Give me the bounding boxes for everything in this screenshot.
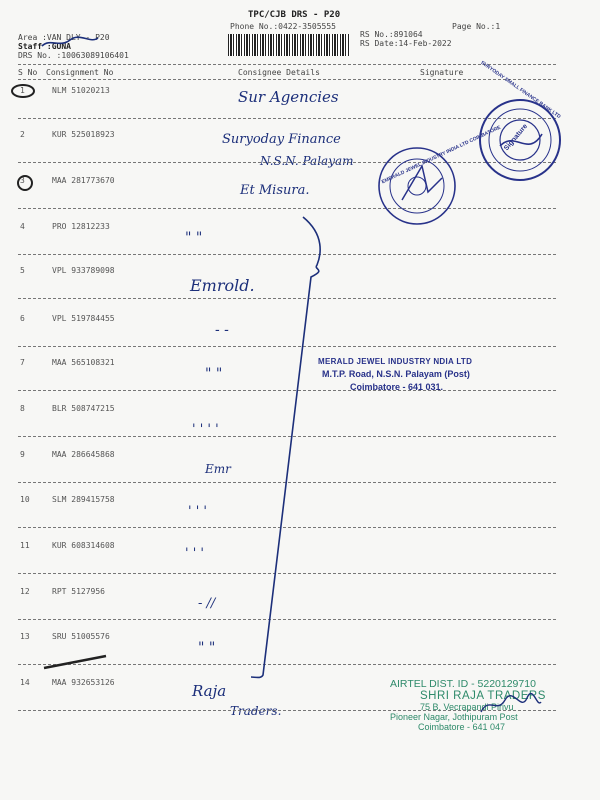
row-consignment-number: PRO 12812233 [52, 222, 110, 231]
row-serial-number: 7 [20, 358, 25, 367]
suryoday-stamp-ring: SURYODAY SMALL FINANCE BANK LTD [479, 59, 562, 121]
row-consignment-number: MAA 281773670 [52, 176, 115, 185]
circle-mark-row1 [8, 82, 38, 100]
row-serial-number: 4 [20, 222, 25, 231]
row-serial-number: 11 [20, 541, 30, 550]
row-handwritten-note: ' ' ' ' [192, 422, 219, 437]
row-consignment-number: KUR 525018923 [52, 130, 115, 139]
row-handwritten-note: Emr [205, 462, 231, 476]
row-serial-number: 12 [20, 587, 30, 596]
row-consignment-number: VPL 933789098 [52, 266, 115, 275]
document-title: TPC/CJB DRS - P20 [248, 10, 341, 20]
row-serial-number: 1 [20, 86, 25, 95]
row-serial-number: 10 [20, 495, 30, 504]
emerald-stamp-line2: M.T.P. Road, N.S.N. Palayam (Post) [322, 369, 470, 379]
row-serial-number: 9 [20, 450, 25, 459]
row-consignment-number: MAA 932653126 [52, 678, 115, 687]
row-handwritten-note-line2: Traders. [230, 704, 282, 718]
pen-scribble-mark [40, 34, 100, 54]
row-consignment-number: BLR 508747215 [52, 404, 115, 413]
col-sno-header: S No [18, 68, 38, 77]
row-handwritten-note: Sur Agencies [238, 88, 339, 106]
row-handwritten-note-line2: N.S.N. Palayam [260, 154, 354, 168]
row-handwritten-note: Et Misura. [240, 183, 310, 198]
area-field: Area :VAN DLY - P20 [18, 33, 110, 42]
row-serial-number: 2 [20, 130, 25, 139]
raja-stamp-line2: SHRI RAJA TRADERS [420, 690, 546, 702]
row-handwritten-note: Emrold. [190, 276, 255, 295]
raja-signature-scribble [475, 690, 545, 720]
row-handwritten-note: " " [185, 230, 203, 246]
emerald-round-stamp-ring: EMERALD JEWEL INDUSTRY INDIA LTD COIMBATORE [380, 124, 502, 186]
row-serial-number: 8 [20, 404, 25, 413]
raja-stamp-line5: Coimbatore - 641 047 [418, 722, 506, 732]
header-divider-bottom [18, 79, 556, 80]
row-handwritten-note: ' ' ' [188, 504, 207, 519]
row-serial-number: 14 [20, 678, 30, 687]
row-serial-number: 3 [20, 176, 25, 185]
phone-number: Phone No.:0422-3505555 [230, 22, 336, 31]
drs-number: DRS No. :10063089106401 [18, 51, 129, 60]
rs-number: RS No.:891064 [360, 30, 423, 39]
col-consignment-header: Consignment No [46, 68, 114, 77]
row-handwritten-note: Raja [192, 682, 227, 700]
row-consignment-number: MAA 286645868 [52, 450, 115, 459]
pen-stroke-row13 [40, 652, 110, 672]
barcode-image [228, 34, 350, 56]
raja-stamp-line1: AIRTEL DIST. ID - 5220129710 [390, 678, 536, 690]
row-serial-number: 6 [20, 314, 25, 323]
circle-mark-row3 [14, 174, 36, 192]
row-consignment-number: RPT 5127956 [52, 587, 105, 596]
row-consignment-number: MAA 565108321 [52, 358, 115, 367]
row-handwritten-note: ' ' ' [185, 546, 204, 561]
row-divider [18, 208, 556, 209]
emerald-stamp-line3: Coimbatore - 641 031. [350, 382, 444, 392]
raja-stamp-line4: Pioneer Nagar, Jothipuram Post [390, 712, 518, 722]
row-handwritten-note: - - [215, 322, 229, 338]
page-number: Page No.:1 [452, 22, 501, 31]
row-handwritten-note: Suryoday Finance [222, 132, 341, 147]
row-serial-number: 13 [20, 632, 30, 641]
emerald-round-stamp [372, 144, 462, 234]
rs-date: RS Date:14-Feb-2022 [360, 39, 452, 48]
row-handwritten-note: - // [198, 596, 216, 611]
row-handwritten-note: " " [205, 366, 223, 382]
bracket-line [255, 215, 335, 685]
col-consignee-header: Consignee Details [238, 68, 320, 77]
row-consignment-number: NLM 51020213 [52, 86, 110, 95]
header-divider-top [18, 64, 556, 65]
row-handwritten-note: " " [198, 640, 216, 656]
row-consignment-number: SLM 289415758 [52, 495, 115, 504]
row-consignment-number: KUR 608314608 [52, 541, 115, 550]
staff-field: Staff :GUNA [18, 42, 71, 51]
raja-stamp-line3: 75 B, Vecrapandi Pirivu [420, 702, 514, 712]
emerald-stamp-line1: MERALD JEWEL INDUSTRY NDIA LTD [318, 357, 473, 366]
row-consignment-number: SRU 51005576 [52, 632, 110, 641]
col-signature-header: Signature [420, 68, 464, 77]
row-consignment-number: VPL 519784455 [52, 314, 115, 323]
suryoday-stamp-center: Signature [503, 122, 530, 153]
row-serial-number: 5 [20, 266, 25, 275]
